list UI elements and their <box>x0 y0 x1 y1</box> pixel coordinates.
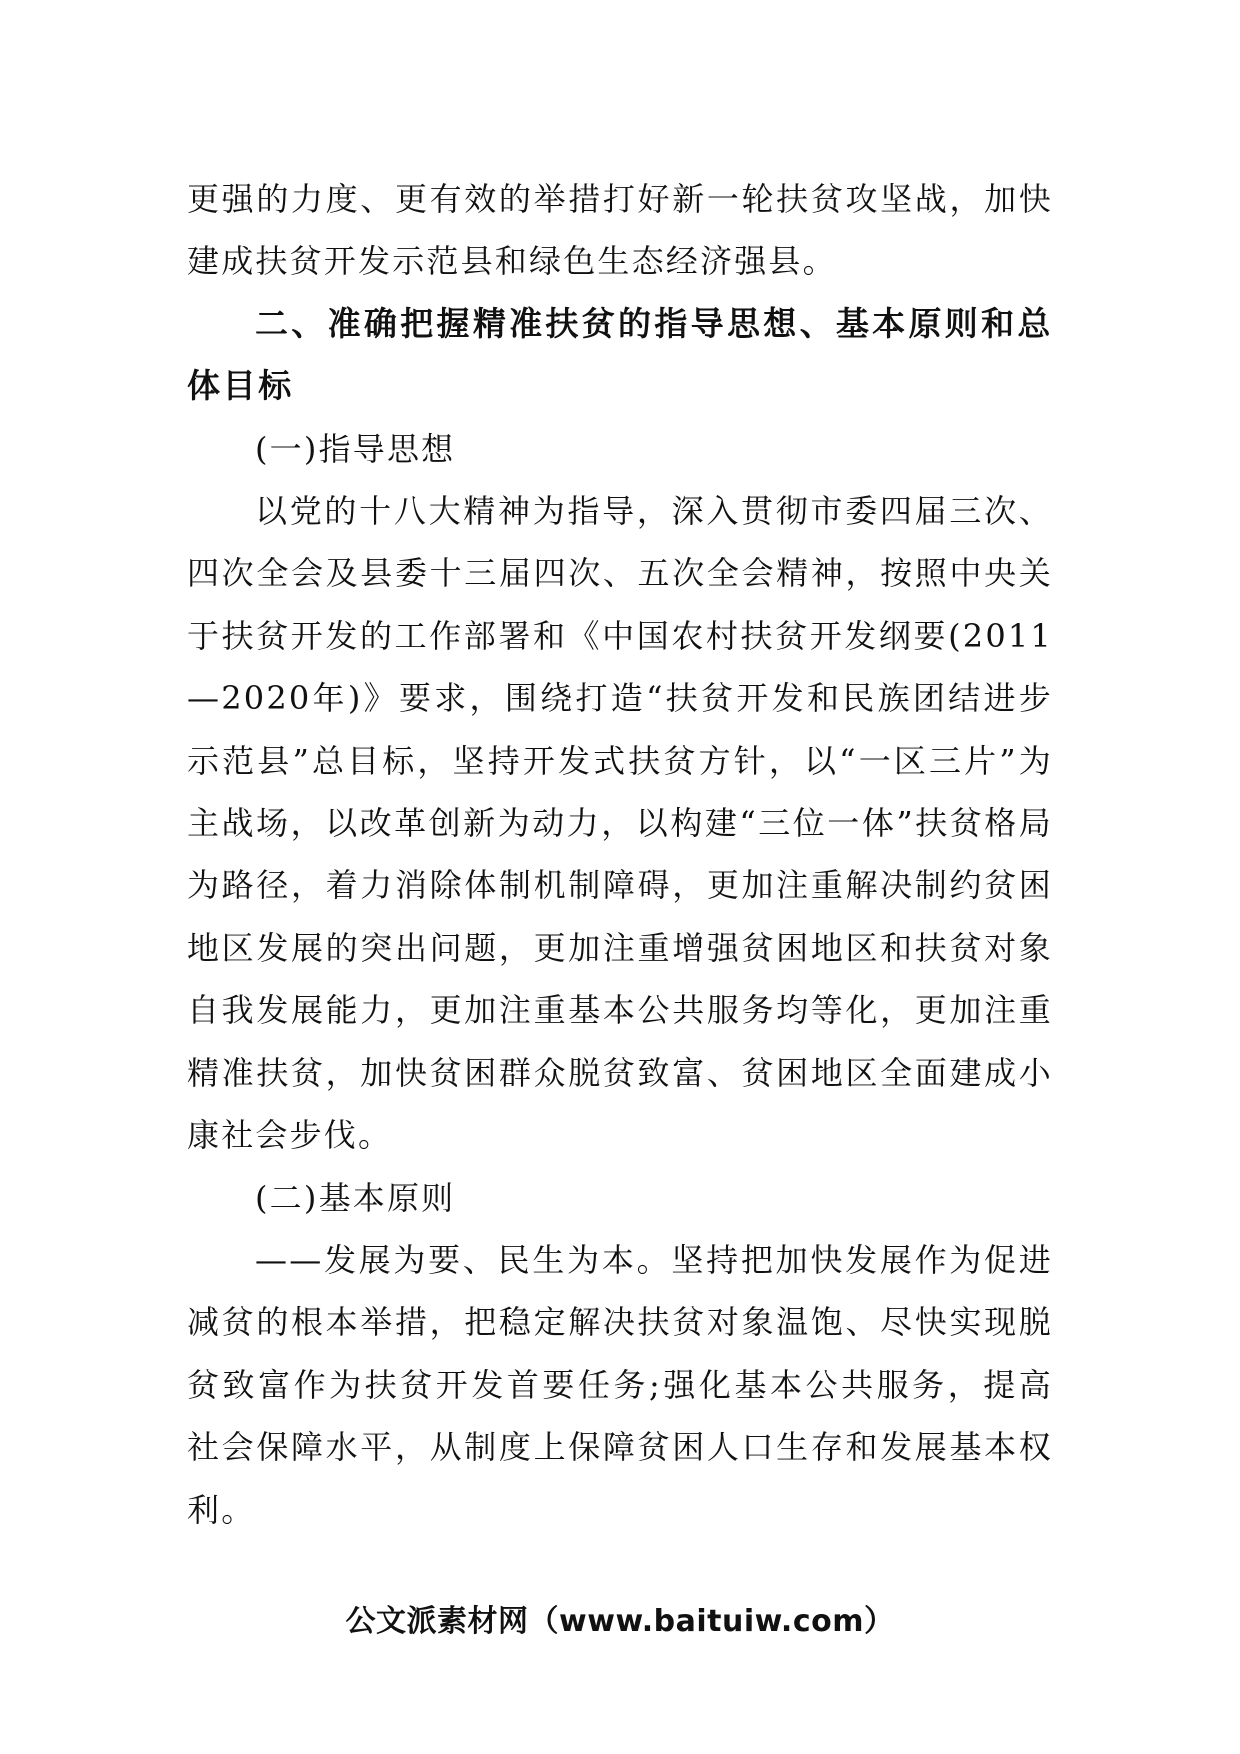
body-paragraph-basic-principles: ——发展为要、民生为本。坚持把加快发展作为促进减贫的根本举措，把稳定解决扶贫对象温饱、尽快实现脱贫致富作为扶贫开发首要任务;强化基本公共服务，提高社会保障水平，从制度上保障贫困人口生存和发展基本权利。 <box>187 1240 1053 1529</box>
subsection-heading-basic-principles: (二)基本原则 <box>255 1178 456 1217</box>
subsection-heading-guiding-ideology: (一)指导思想 <box>255 429 456 468</box>
footer-watermark-text: 公文派素材网（www.baituiw.com） <box>345 1604 895 1639</box>
continuation-paragraph: 更强的力度、更有效的举措打好新一轮扶贫攻坚战，加快建成扶贫开发示范县和绿色生态经济强县。 <box>187 180 1053 281</box>
section-heading: 二、准确把握精准扶贫的指导思想、基本原则和总体目标 <box>187 303 1053 406</box>
body-paragraph-guiding-ideology: 以党的十八大精神为指导，深入贯彻市委四届三次、四次全会及县委十三届四次、五次全会精神，按照中央关于扶贫开发的工作部署和《中国农村扶贫开发纲要(2011—2020年)》要求，围绕打造“扶贫开发和民族团结进步示范县”总目标，坚持开发式扶贫方针，以“一区三片”为主战场，以改革创新为动力，以构建“三位一体”扶贫格局为路径，着力消除体制机制障碍，更加注重解决制约贫困地区发展的突出问题，更加注重增强贫困地区和扶贫对象自我发展能力，更加注重基本公共服务均等化，更加注重精准扶贫，加快贫困群众脱贫致富、贫困地区全面建成小康社会步伐。 <box>187 492 1053 1155</box>
document-body <box>187 168 1053 1541</box>
